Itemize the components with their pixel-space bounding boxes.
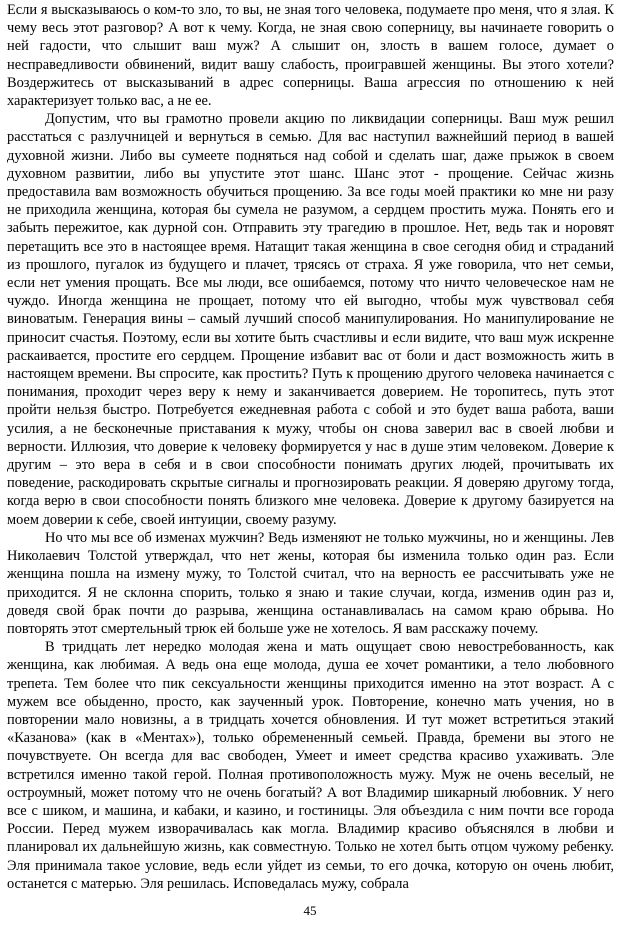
page-text: [7, 1, 614, 893]
page-number: 45: [303, 903, 317, 918]
paragraph-3: Но что мы все об изменах мужчин? Ведь изменяют не только мужчины, но и женщины. Лев Николаевич Толстой утверждал, что нет жены, которая бы изменила только один раз. Если женщина пошла на измену мужу, то Толстой считал, что на верность ее рассчитывать уже не приходится. Я не склонна спорить, только я знаю и такие случаи, когда, изменив один раз и, доведя свой брак почти до разрыва, женщина останавливалась на самом краю обрыва. Но повторять этот смертельный трюк ей больше уже не хотелось. Я вам расскажу почему.: [7, 529, 614, 637]
paragraph-1: Если я высказываюсь о ком-то зло, то вы, не зная того человека, подумаете про меня, что я злая. К чему весь этот разговор? А вот к чему. Когда, не зная свою соперницу, вы начинаете говорить о ней гадости, что слышит ваш муж? А слышит он, злость в вашем голосе, думает о несправедливости обвинений, видит вашу слабость, проигравшей женщины. Вы этого хотели? Воздержитесь от высказываний в адрес соперницы. Ваша агрессия по отношению к ней характеризует только вас, а не ее.: [7, 2, 614, 110]
paragraph-4: В тридцать лет нередко молодая жена и мать ощущает свою невостребованность, как женщина, как любимая. А ведь она еще молода, душа ее хочет романтики, а тело любовного трепета. Тем более что пик сексуальности женщины приходится именно на этот возраст. А с мужем все обыденно, просто, как заученный урок. Повторение, конечно мать учения, но в повторении мало новизны, а в тридцать хочется обновления. И тут может встретиться этакий «Казанова» (как в «Ментах»), только обремененный семьей. Правда, бремени вы этого не почувствуете. Он всегда для вас свободен, Умеет и имеет средства красиво ухаживать. Эле встретился именно такой герой. Полная противоположность мужу. Муж не очень веселый, не остроумный, может потому что не очень богатый? А вот Владимир шикарный любовник. У него все с шиком, и машина, и кабаки, и казино, и гостиницы. Эля объездила с ним почти все города России. Перед мужем изворачивалась как могла. Владимир красиво объяснялся в любви и планировал их дальнейшую жизнь, как совместную. Только не хотел быть отцом чужому ребенку. Эля принимала такое условие, ведь если уйдет из семьи, то его дочка, которую он очень любит, останется с матерью. Эля решилась. Исповедалась мужу, собрала: [7, 639, 614, 892]
paragraph-2: Допустим, что вы грамотно провели акцию по ликвидации соперницы. Ваш муж решил расстаться с разлучницей и вернуться в семью. Для вас наступил важнейший период в вашей духовной жизни. Либо вы сумеете подняться над собой и сделать шаг, даже прыжок в своем духовном развитии, либо вы упустите этот шанс. Шанс этот - прощение. Сейчас жизнь предоставила вам возможность обучиться прощению. За все годы моей практики ко мне ни разу не приходила женщина, которая бы сумела не разумом, а сердцем простить мужа. Понять его и забыть пережитое, как дурной сон. Отправить эту трагедию в прошлое. Нет, ведь так и норовят перетащить все это в настоящее время. Натащит такая женщина в свое сегодня обид и страданий из прошлого, пугалок из будущего и плачет, трясясь от страха. Я уже говорила, что нет семьи, если нет умения прощать. Все мы люди, все ошибаемся, потому что ничто человеческое нам не чуждо. Иногда женщина не прощает, потому что ей выгодно, чтобы муж чувствовал себя виноватым. Генерация вины – самый лучший способ манипулирования. Но манипулирование не приносит счастья. Поэтому, если вы хотите быть счастливы и если видите, что ваш муж искренне раскаивается, простите его сердцем. Прощение избавит вас от боли и даст возможность жить в настоящем времени. Вы спросите, как простить? Путь к прощению другого человека начинается с понимания, проходит через веру к нему и заканчивается доверием. Не торопитесь, путь этот пройти нельзя быстро. Потребуется ежедневная работа с собой и это будет ваша работа, ваши усилия, а не бесконечные приставания к мужу, чтобы он снова заверил вас в своей любви и верности. Иллюзия, что доверие к человеку формируется у нас в душе этим человеком. Доверие к другим – это вера в себя и в свои способности понимать других людей, прочитывать их поведение, раскодировать скрытые сигналы и прогнозировать реакции. Я доверяю другому тогда, когда верю в свои способности понять близкого мне человека. Доверие к другому базируется на моем доверии к себе, своей интуиции, своему разуму.: [7, 111, 614, 528]
